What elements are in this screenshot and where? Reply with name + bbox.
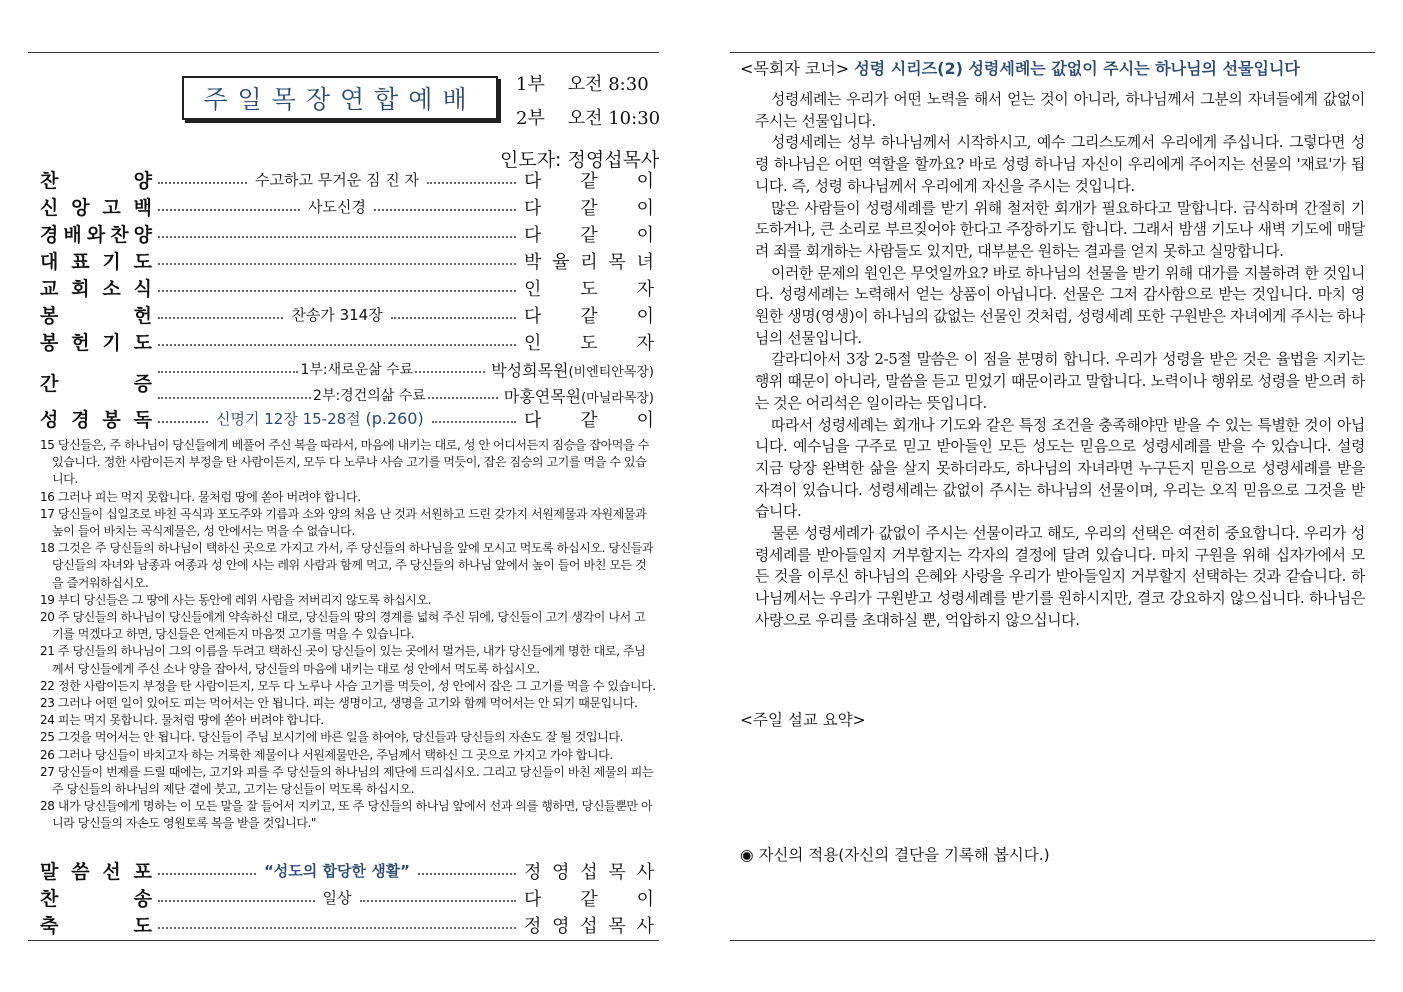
service-2 — [516, 104, 660, 130]
order-item-label: 축 도 — [40, 915, 152, 937]
order-item-label: 대 표 기 도 — [40, 251, 152, 273]
reading-who: 다 같 이 — [524, 409, 654, 431]
column-paragraph: 따라서 성령세례는 회개나 기도와 같은 특정 조건을 충족해야만 받을 수 있는 특별한 것이 아닙니다. 예수님을 구주로 믿고 받아들인 모든 성도는 믿음으로 성령세례를 받을 수 있습니다. 설령 지금 당장 완벽한 삶을 살지 못하더라도, 하나님의 자녀라면 누구든지 믿음으로 성령세례를 받을 자격이 있습니다. 성령세례는 값없이 주시는 하나님의 선물이며, 우리는 오직 믿음으로 그것을 받습니다. — [755, 416, 1365, 521]
order-item-label: 봉 헌 기 도 — [40, 332, 152, 354]
testimony-row — [40, 356, 654, 408]
order-item — [40, 328, 654, 355]
verse: 28 내가 당신들에게 명하는 이 모든 말을 잘 들어서 지키고, 또 주 당신들의 하나님 앞에서 선과 의를 행하면, 당신들뿐만 아니라 당신들의 자손도 영원토록 복을 받을 것입니다." — [40, 799, 653, 831]
verse: 19 부디 당신들은 그 땅에 사는 동안에 레위 사람을 저버리지 않도록 하십시오. — [40, 592, 432, 607]
testimony-text: 1부:새로운삶 수료 — [300, 362, 414, 378]
order-item-who: 다 같 이 — [524, 170, 654, 192]
order-item-label: 말 씀 선 포 — [40, 861, 152, 883]
verse: 24 피는 먹지 못합니다. 물처럼 땅에 쏟아 버려야 합니다. — [40, 713, 324, 728]
reading-row — [40, 405, 654, 432]
verse: 18 그것은 주 당신들의 하나님이 택하신 곳으로 가지고 가서, 주 당신들의 하나님을 앞에 모시고 먹도록 하십시오. 당신들과 당신들의 자녀와 남종과 여종과 성 안에 사는 레위 사람과 함께 먹고, 주 당신들의 하나님 앞에서 높이 들어 바친 모든 것을 즐거워하십시오. — [40, 541, 654, 590]
bottom-rule-right — [730, 940, 1375, 941]
order-item — [40, 193, 654, 220]
verse: 23 그러나 어떤 일이 있어도 피는 먹어서는 안 됩니다. 피는 생명이고, 생명을 고기와 함께 먹어서는 안 되기 때문입니다. — [40, 696, 638, 711]
order-item-who: 다 같 이 — [524, 197, 654, 219]
order-item-detail: 찬송가 314장 — [291, 306, 383, 324]
order-item-who: 다 같 이 — [524, 224, 654, 246]
testimony-section — [40, 356, 654, 408]
reading-reference: 신명기 12장 15-28절 (p.260) — [216, 409, 424, 428]
personal-application: ◉ 자신의 적용(자신의 결단을 기록해 봅시다.) — [740, 846, 1050, 864]
order-item-label: 교 회 소 식 — [40, 278, 152, 300]
verse: 17 당신들이 십일조로 바친 곡식과 포도주와 기름과 소와 양의 처음 난 것과 서원하고 드린 갖가지 서원제물과 자원제물과 높이 들어 바치는 곡식제물은, 성 안에서는 먹을 수 없습니다. — [40, 506, 647, 539]
order-item — [40, 911, 654, 938]
column-paragraph: 많은 사람들이 성령세례를 받기 위해 철저한 회개가 필요하다고 말합니다. 금식하며 간절히 기도하거나, 큰 소리로 부르짖어야 한다고 주장하기도 합니다. 그래서 밤샘 기도나 새벽 기도에 매달려 죄를 회개하는 사람들도 있지만, 대부분은 원하는 결과를 얻지 못하고 실망합니다. — [755, 199, 1365, 260]
order-item — [40, 857, 654, 884]
verse: 20 주 당신들의 하나님이 당신들에게 약속하신 대로, 당신들의 땅의 경계를 넓혀 주신 뒤에, 당신들이 고기 생각이 나서 고기를 먹겠다고 하면, 당신들은 언제든지 마음껏 고기를 먹을 수 있습니다. — [40, 610, 646, 642]
column-paragraph: 물론 성령세례가 값없이 주시는 선물이라고 해도, 우리의 선택은 여전히 중요합니다. 우리가 성령세례를 받아들일지 거부할지는 각자의 결정에 달려 있습니다. 마치 구원을 위해 십자가에서 모든 것을 이루신 하나님의 은혜와 사랑을 우리가 받아들일지 거부할지 선택하는 것과 같습니다. 하나님께서는 우리가 구원받고 성령세례를 받기를 원하시지만, 결코 강요하지 않으십니다. 하나님은 사랑으로 우리를 초대하실 뿐, 억압하지 않으십니다. — [755, 525, 1365, 629]
order-item-label: 찬 송 — [40, 888, 152, 910]
order-item-who: 다 같 이 — [524, 305, 654, 327]
order-item — [40, 220, 654, 247]
scripture-reading — [40, 405, 654, 432]
top-rule-left — [28, 52, 659, 53]
worship-leader: 인도자: 정영섭목사 — [500, 149, 660, 171]
verse: 16 그러나 피는 먹지 못합니다. 물처럼 땅에 쏟아 버려야 합니다. — [40, 489, 361, 504]
verse: 27 당신들이 번제를 드릴 때에는, 고기와 피를 주 당신들의 하나님의 제단에 드리십시오. 그리고 당신들이 바친 제물의 피는 주 당신들의 하나님의 제단 곁에 붓고, 고기는 당신들이 먹도록 하십시오. — [40, 764, 654, 797]
order-item-label: 경 배 와 찬 양 — [40, 224, 152, 246]
order-item-detail: 사도신경 — [308, 198, 366, 216]
testimony-line-1 — [158, 356, 654, 382]
service-time: 오전 10:30 — [567, 108, 661, 129]
verse: 25 그것을 먹어서는 안 됩니다. 당신들이 주님 보시기에 바른 일을 하여야, 당신들과 당신들의 자손도 잘 될 것입니다. — [40, 730, 623, 745]
service-part: 2부 — [516, 108, 545, 129]
service-1 — [516, 70, 649, 96]
order-item-who: 박 율 리 목 녀 — [524, 251, 654, 273]
worship-title: 주일목장연합예배 — [203, 85, 477, 114]
order-item — [40, 884, 654, 911]
order-item-who: 다 같 이 — [524, 888, 654, 910]
column-paragraph: 갈라디아서 3장 2-5절 말씀은 이 점을 분명히 합니다. 우리가 성령을 받은 것은 율법을 지키는 행위 때문이 아니라, 말씀을 듣고 믿었기 때문이라고 말합니다. 노력이나 행위로 성령을 받으려 하는 것은 어리석은 일이라는 뜻입니다. — [755, 351, 1365, 412]
service-time: 오전 8:30 — [567, 74, 649, 95]
verse: 22 정한 사람이든지 부정을 탄 사람이든지, 모두 다 노루나 사슴 고기를 먹듯이, 성 안에서 잡은 그 고기를 먹을 수 있습니다. — [40, 678, 656, 693]
order-item-detail: 수고하고 무거운 짐 진 자 — [255, 171, 419, 189]
order-item-label: 신 앙 고 백 — [40, 197, 152, 219]
service-part: 1부 — [516, 74, 545, 95]
order-item-label: 찬 양 — [40, 170, 152, 192]
worship-title-box — [182, 76, 498, 120]
order-of-worship — [40, 166, 654, 355]
corner-label: <목회자 코너> — [740, 59, 850, 78]
verse: 26 그러나 당신들이 바치고자 하는 거룩한 제물이나 서원제물만은, 주님께서 택하신 그 곳으로 가지고 가야 합니다. — [40, 747, 613, 762]
order-item — [40, 166, 654, 193]
order-item-detail: “성도의 합당한 생활” — [263, 862, 411, 880]
scripture-verses — [40, 437, 656, 833]
bottom-rule-left — [28, 940, 659, 941]
top-rule-right — [730, 52, 1375, 53]
testimony-speaker: 박성희목원(비엔티안목장) — [491, 360, 654, 380]
column-paragraph: 성령세례는 우리가 어떤 노력을 해서 얻는 것이 아니라, 하나님께서 그분의 자녀들에게 값없이 주시는 선물입니다. — [755, 91, 1365, 130]
order-item-who: 인 도 자 — [524, 332, 654, 354]
pastor-corner-header — [740, 56, 1300, 79]
order-item-who: 정 영 섭 목 사 — [524, 915, 654, 937]
testimony-speaker: 마홍연목원(마닐라목장) — [503, 386, 654, 406]
closing-order — [40, 857, 654, 938]
order-item-who: 인 도 자 — [524, 278, 654, 300]
order-item-detail: 일상 — [322, 889, 352, 907]
column-headline: 성령 시리즈(2) 성령세례는 값없이 주시는 하나님의 선물입니다 — [854, 59, 1300, 78]
verse: 21 주 당신들의 하나님이 그의 이름을 두려고 택하신 곳이 당신들이 있는 곳에서 멀거든, 내가 당신들에게 명한 대로, 주님께서 당신들에게 주신 소나 양을 잡아서, 당신들의 마음에 내키는 대로 성 안에서 먹도록 하십시오. — [40, 644, 646, 676]
order-item — [40, 274, 654, 301]
column-paragraph: 이러한 문제의 원인은 무엇일까요? 바로 하나님의 선물을 받기 위해 대가를 지불하려 한 것입니다. 성령세례는 노력해서 얻는 상품이 아닙니다. 선물은 그저 감사함으로 받는 것입니다. 마치 영원한 생명(영생)이 하나님의 값없는 선물인 것처럼, 성령세례 또한 구원받은 자녀에게 주시는 하나님의 선물입니다. — [755, 264, 1365, 347]
verse: 15 당신들은, 주 하나님이 당신들에게 베풀어 주신 복을 따라서, 마음에 내키는 대로, 성 안 어디서든지 짐승을 잡아먹을 수 있습니다. 정한 사람이든지 부정을 탄 사람이든지, 모두 다 노루나 사슴 고기를 먹듯이, 잡은 짐승의 고기를 먹을 수 있습니다. — [40, 438, 649, 487]
order-item-who: 정 영 섭 목 사 — [524, 861, 654, 883]
column-paragraph: 성령세례는 성부 하나님께서 시작하시고, 예수 그리스도께서 우리에게 주십니다. 그렇다면 성령 하나님은 어떤 역할을 할까요? 바로 성령 하나님 자신이 우리에게 주어지는 선물의 '재료'가 됩니다. 즉, 성령 하나님께서 우리에게 자신을 주시는 것입니다. — [755, 134, 1365, 195]
testimony-label: 간 증 — [40, 372, 152, 395]
order-item — [40, 247, 654, 274]
reading-label: 성 경 봉 독 — [40, 409, 152, 431]
order-item-label: 봉 헌 — [40, 305, 152, 327]
column-body — [755, 89, 1365, 632]
order-item — [40, 301, 654, 328]
sermon-summary-heading: <주일 설교 요약> — [740, 711, 866, 729]
testimony-text: 2부:경건의삶 수료 — [313, 388, 426, 404]
